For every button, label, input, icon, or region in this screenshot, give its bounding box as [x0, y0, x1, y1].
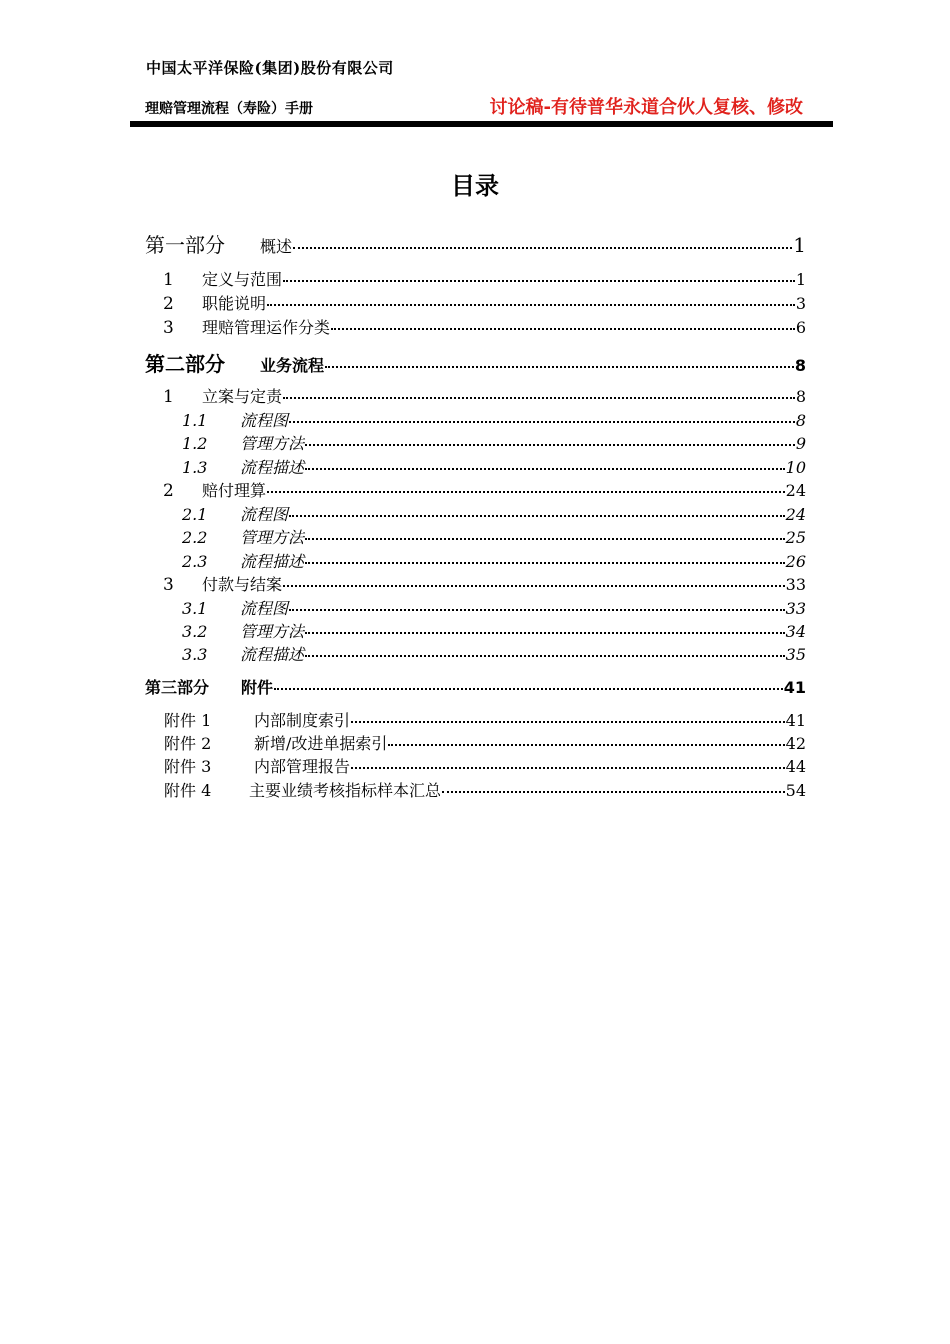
- toc-entry-number: 2.1: [182, 505, 208, 524]
- toc-entry-page: 6: [795, 318, 806, 337]
- toc-entry-2-3[interactable]: [145, 552, 806, 571]
- toc-entry-number: 附件 4: [164, 781, 212, 800]
- toc-entry-page: 44: [785, 757, 806, 776]
- toc-entry-3[interactable]: [145, 318, 806, 338]
- toc-entry-number: 2: [163, 294, 174, 314]
- toc-entry-page: 26: [785, 552, 806, 571]
- toc-entry-number: 3: [163, 575, 174, 595]
- dot-leader: [305, 468, 785, 470]
- toc-entry-part-1[interactable]: [145, 233, 806, 257]
- toc-entry-page: 24: [785, 481, 806, 500]
- toc-entry-3-1[interactable]: [145, 599, 806, 618]
- toc-entry-number: 1.2: [182, 434, 208, 453]
- header-divider: [130, 121, 833, 127]
- toc-entry-page: 35: [785, 645, 806, 664]
- company-name: 中国太平洋保险(集团)股份有限公司: [146, 58, 394, 77]
- dot-leader: [388, 744, 784, 746]
- toc-entry-text: 流程图: [240, 505, 289, 524]
- toc-entry-number: 第一部分: [145, 233, 225, 257]
- toc-entry-text: 赔付理算: [202, 481, 267, 500]
- toc-entry-page: 9: [795, 434, 806, 453]
- toc-entry-2-2[interactable]: [145, 528, 806, 547]
- toc-entry-page: 33: [785, 599, 806, 618]
- toc-entry-page: 24: [785, 505, 806, 524]
- toc-entry-1[interactable]: [145, 270, 806, 290]
- toc-entry-text: 附件: [241, 678, 274, 697]
- toc-entry-text: 流程描述: [240, 458, 305, 477]
- dot-leader: [274, 688, 783, 690]
- toc-entry-appendix-3[interactable]: [145, 757, 806, 776]
- dot-leader: [283, 397, 795, 399]
- draft-note: 讨论稿-有待普华永道合伙人复核、修改: [489, 97, 803, 118]
- toc-entry-3-2[interactable]: [145, 622, 806, 641]
- toc-entry-page: 10: [785, 458, 806, 477]
- toc-entry-text: 管理方法: [240, 622, 305, 641]
- toc-entry-text: 内部制度索引: [254, 711, 351, 730]
- toc-entry-page: 1: [795, 270, 806, 289]
- toc-entry-appendix-4[interactable]: [145, 781, 806, 800]
- toc-entry-text: 主要业绩考核指标样本汇总: [249, 781, 442, 800]
- company-logo: [140, 47, 394, 87]
- toc-entry-number: 3: [163, 318, 174, 338]
- toc-entry-number: 1: [163, 270, 174, 290]
- toc-entry-number: 2.3: [182, 552, 208, 571]
- toc-entry-number: 1.1: [182, 411, 208, 430]
- toc-entry-text: 职能说明: [202, 294, 267, 313]
- dot-leader: [283, 585, 785, 587]
- dot-leader: [289, 421, 795, 423]
- toc-entry-text: 业务流程: [260, 356, 325, 375]
- toc-entry-3[interactable]: [145, 575, 806, 595]
- dot-leader: [305, 632, 785, 634]
- toc-entry-1-3[interactable]: [145, 458, 806, 477]
- toc-entry-1-1[interactable]: [145, 411, 806, 430]
- toc-entry-3-3[interactable]: [145, 645, 806, 664]
- toc-entry-number: 附件 1: [164, 711, 212, 730]
- toc-entry-text: 概述: [260, 237, 293, 256]
- toc-entry-page: 34: [785, 622, 806, 641]
- toc-entry-appendix-2[interactable]: [145, 734, 806, 753]
- toc-entry-number: 第二部分: [145, 352, 225, 376]
- dot-leader: [283, 280, 795, 282]
- toc-entry-2[interactable]: [145, 294, 806, 314]
- toc-entry-text: 管理方法: [240, 528, 305, 547]
- toc-entry-text: 新增/改进单据索引: [254, 734, 388, 753]
- dot-leader: [267, 304, 795, 306]
- toc-entry-number: 2.2: [182, 528, 208, 547]
- toc-entry-number: 2: [163, 481, 174, 501]
- toc-entry-text: 流程描述: [240, 645, 305, 664]
- dot-leader: [305, 444, 795, 446]
- toc-entry-text: 管理方法: [240, 434, 305, 453]
- toc-entry-number: 附件 3: [164, 757, 212, 776]
- dot-leader: [351, 721, 785, 723]
- dot-leader: [267, 491, 785, 493]
- dot-leader: [325, 366, 794, 368]
- dot-leader: [305, 538, 785, 540]
- toc-entry-part-2[interactable]: [145, 352, 806, 376]
- toc-entry-number: 附件 2: [164, 734, 212, 753]
- toc-entry-page: 8: [794, 356, 806, 375]
- toc-entry-text: 流程图: [240, 411, 289, 430]
- toc-entry-number: 第三部分: [145, 678, 210, 697]
- toc-entry-number: 3.2: [182, 622, 208, 641]
- toc-entry-number: 1: [163, 387, 174, 407]
- toc-entry-text: 流程图: [240, 599, 289, 618]
- toc-entry-2-1[interactable]: [145, 505, 806, 524]
- toc-entry-part-3[interactable]: [145, 678, 806, 697]
- dot-leader: [331, 328, 795, 330]
- manual-title: 理赔管理流程（寿险）手册: [145, 101, 313, 117]
- toc-entry-text: 定义与范围: [202, 270, 283, 289]
- toc-entry-text: 理赔管理运作分类: [202, 318, 331, 337]
- dot-leader: [289, 515, 785, 517]
- toc-entry-page: 33: [785, 575, 806, 594]
- toc-entry-number: 3.1: [182, 599, 208, 618]
- toc-entry-page: 25: [785, 528, 806, 547]
- dot-leader: [442, 791, 785, 793]
- toc-entry-page: 42: [785, 734, 806, 753]
- toc-entry-1[interactable]: [145, 387, 806, 407]
- toc-entry-page: 54: [785, 781, 806, 800]
- dot-leader: [305, 562, 785, 564]
- toc-entry-page: 1: [793, 233, 806, 257]
- toc-entry-page: 8: [795, 411, 806, 430]
- toc-entry-text: 付款与结案: [202, 575, 283, 594]
- dot-leader: [289, 609, 785, 611]
- toc-entry-1-2[interactable]: [145, 434, 806, 453]
- toc-entry-page: 41: [785, 711, 806, 730]
- toc-entry-text: 流程描述: [240, 552, 305, 571]
- toc-entry-text: 立案与定责: [202, 387, 283, 406]
- toc-entry-number: 3.3: [182, 645, 208, 664]
- toc-entry-page: 8: [795, 387, 806, 406]
- dot-leader: [293, 247, 792, 249]
- toc-entry-appendix-1[interactable]: [145, 711, 806, 730]
- toc-entry-2[interactable]: [145, 481, 806, 501]
- toc-title: 目录: [451, 172, 499, 200]
- dot-leader: [351, 767, 785, 769]
- toc-entry-page: 3: [795, 294, 806, 313]
- dot-leader: [305, 655, 785, 657]
- toc-entry-text: 内部管理报告: [254, 757, 351, 776]
- toc-entry-page: 41: [783, 678, 806, 697]
- toc-entry-number: 1.3: [182, 458, 208, 477]
